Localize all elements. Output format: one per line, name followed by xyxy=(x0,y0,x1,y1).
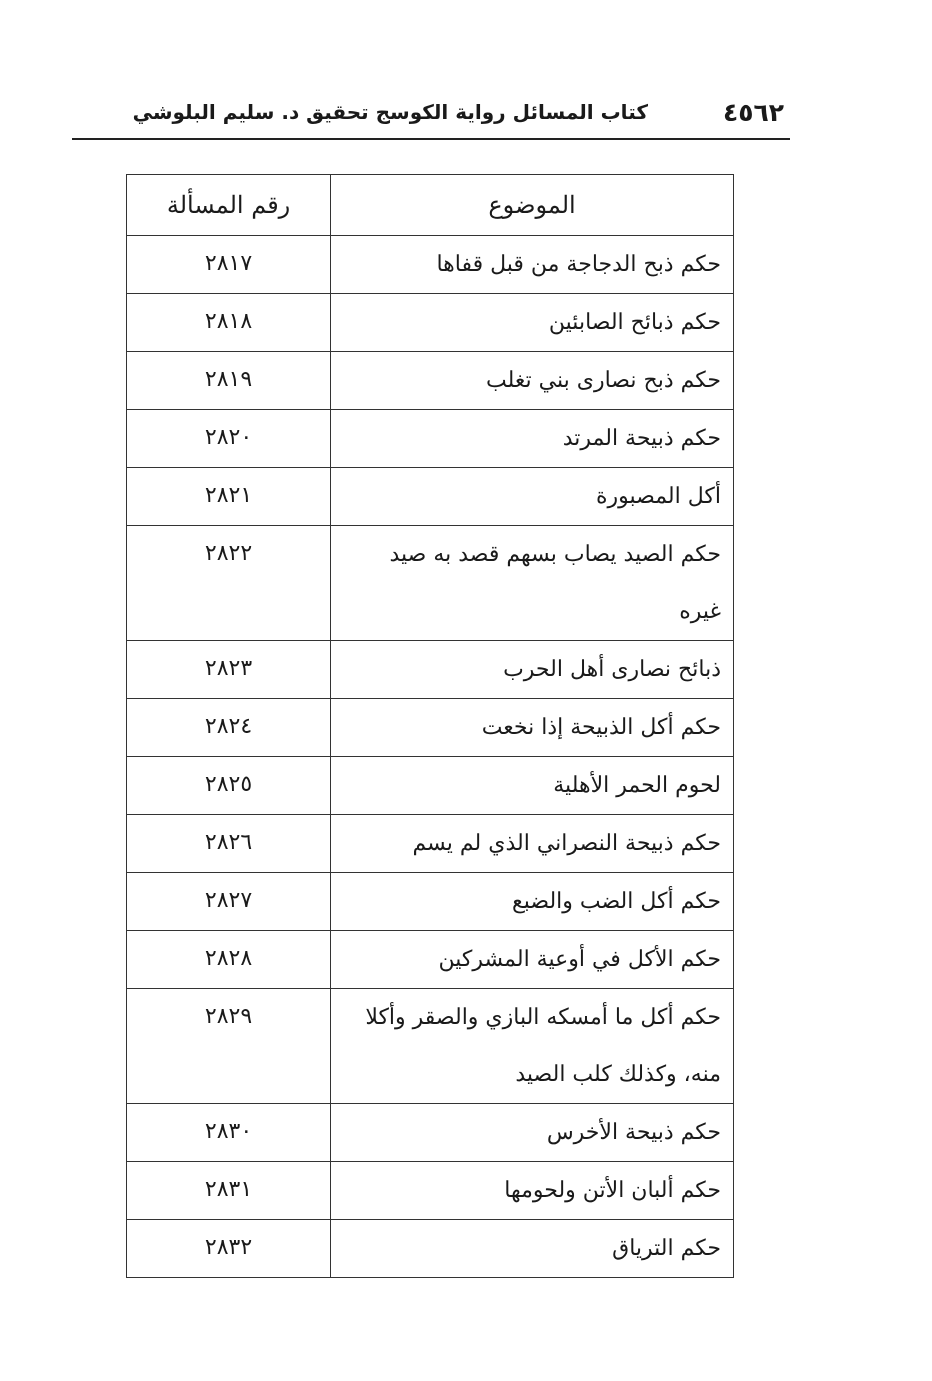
topic-text: حكم ذبيحة الأخرس xyxy=(546,1120,721,1145)
issue-number-cell: ٢٨٣١ xyxy=(127,1162,331,1220)
table-row xyxy=(127,699,734,757)
topic-text: لحوم الحمر الأهلية xyxy=(553,773,721,798)
topic-cell xyxy=(331,1104,734,1162)
table-row xyxy=(127,526,734,641)
topic-cell xyxy=(331,236,734,294)
topic-text: حكم ذبيحة المرتد xyxy=(562,426,721,451)
issue-number-cell: ٢٨٢٠ xyxy=(127,410,331,468)
topic-cell xyxy=(331,757,734,815)
topic-text: حكم ذبح نصارى بني تغلب xyxy=(486,368,721,393)
topic-cell xyxy=(331,641,734,699)
issue-number-cell: ٢٨١٧ xyxy=(127,236,331,294)
table-row xyxy=(127,1162,734,1220)
issue-number-cell: ٢٨١٨ xyxy=(127,294,331,352)
column-header-issue-number: رقم المسألة xyxy=(127,175,331,236)
table-row xyxy=(127,815,734,873)
topic-cell xyxy=(331,699,734,757)
topic-text: حكم الصيد يصاب بسهم قصد به صيد غيره xyxy=(389,542,721,624)
issue-number-cell: ٢٨٣٠ xyxy=(127,1104,331,1162)
issue-number-cell: ٢٨٢٤ xyxy=(127,699,331,757)
column-header-topic: الموضوع xyxy=(331,175,734,236)
table-row xyxy=(127,989,734,1104)
topic-text: حكم ذبائح الصابئين xyxy=(548,310,721,335)
topic-cell xyxy=(331,294,734,352)
table-row xyxy=(127,757,734,815)
table-row xyxy=(127,1104,734,1162)
topic-text: حكم أكل ما أمسكه البازي والصقر وأكلا منه، وكذلك كلب الصيد xyxy=(365,1005,721,1087)
issue-number-cell: ٢٨٢٩ xyxy=(127,989,331,1104)
issue-number-cell: ٢٨٢٣ xyxy=(127,641,331,699)
issue-number-cell: ٢٨١٩ xyxy=(127,352,331,410)
issues-index-table xyxy=(126,174,734,1278)
topic-cell xyxy=(331,352,734,410)
topic-text: حكم ذبح الدجاجة من قبل قفاها xyxy=(436,252,721,277)
issue-number-cell: ٢٨٣٢ xyxy=(127,1220,331,1278)
topic-text: حكم ألبان الأتن ولحومها xyxy=(504,1178,721,1203)
topic-cell xyxy=(331,873,734,931)
topic-cell xyxy=(331,815,734,873)
issue-number-cell: ٢٨٢١ xyxy=(127,468,331,526)
table-row xyxy=(127,294,734,352)
table-row xyxy=(127,873,734,931)
table-row xyxy=(127,410,734,468)
table-row xyxy=(127,931,734,989)
topic-cell xyxy=(331,410,734,468)
issue-number-cell: ٢٨٢٢ xyxy=(127,526,331,641)
issue-number-cell: ٢٨٢٦ xyxy=(127,815,331,873)
topic-cell xyxy=(331,1162,734,1220)
topic-cell xyxy=(331,931,734,989)
table-body xyxy=(127,236,734,1278)
topic-text: أكل المصبورة xyxy=(595,484,721,509)
table-header-row xyxy=(127,175,734,236)
topic-text: حكم ذبيحة النصراني الذي لم يسم xyxy=(412,831,721,856)
table-row xyxy=(127,236,734,294)
topic-text: حكم أكل الضب والضبع xyxy=(512,889,721,914)
topic-text: حكم الترياق xyxy=(612,1236,721,1261)
issue-number-cell: ٢٨٢٨ xyxy=(127,931,331,989)
table-row xyxy=(127,468,734,526)
issue-number-cell: ٢٨٢٥ xyxy=(127,757,331,815)
topic-text: حكم الأكل في أوعية المشركين xyxy=(438,947,721,972)
topic-cell xyxy=(331,468,734,526)
topic-cell xyxy=(331,1220,734,1278)
issue-number-cell: ٢٨٢٧ xyxy=(127,873,331,931)
topic-cell xyxy=(331,526,734,641)
page-header xyxy=(72,92,790,140)
topic-text: ذبائح نصارى أهل الحرب xyxy=(503,657,721,682)
topic-text: حكم أكل الذبيحة إذا نخعت xyxy=(481,715,721,740)
topic-cell xyxy=(331,989,734,1104)
table-row xyxy=(127,1220,734,1278)
running-title: كتاب المسائل رواية الكوسج تحقيق د. سليم البلوشي xyxy=(132,100,648,124)
table-row xyxy=(127,352,734,410)
table-row xyxy=(127,641,734,699)
page-number: ٤٥٦٢ xyxy=(722,98,784,127)
